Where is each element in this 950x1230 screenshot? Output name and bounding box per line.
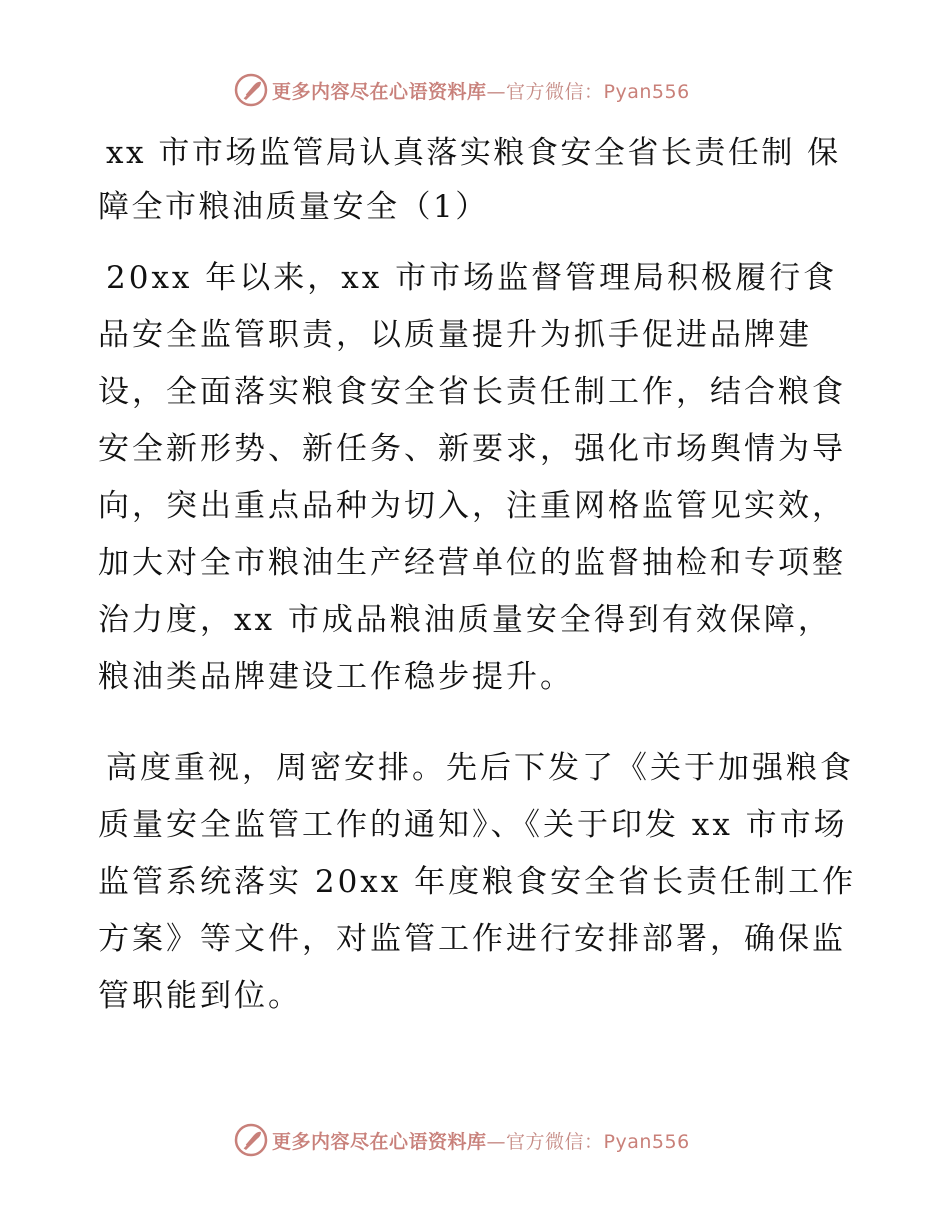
paragraph-text: 高度重视，周密安排。先后下发了《关于加强粮食质量安全监管工作的通知》、《关于印发 xx 市市场监管系统落实 20xx 年度粮食安全省长责任制工作方案》等文件，对监管工作进行安排部署，确保监管职能到位。 (98, 750, 857, 1014)
document-title (98, 126, 858, 234)
watermark-handle: Pyan556 (603, 1130, 690, 1153)
watermark-contact-label: 官方微信： (506, 80, 604, 103)
watermark-brand: 更多内容尽在心语资料库 (272, 80, 487, 103)
watermark-dash: — (486, 1130, 507, 1153)
watermark-contact-label: 官方微信： (506, 1130, 604, 1153)
paragraph-text: 20xx 年以来，xx 市市场监督管理局积极履行食品安全监管职责，以质量提升为抓手促进品牌建设，全面落实粮食安全省长责任制工作，结合粮食安全新形势、新任务、新要求，强化市场舆情为导向，突出重点品种为切入，注重网格监管见实效，加大对全市粮油生产经营单位的监督抽检和专项整治力度，xx 市成品粮油质量安全得到有效保障，粮油类品牌建设工作稳步提升。 (98, 260, 846, 695)
footer-watermark-banner (234, 1123, 690, 1157)
watermark-text (272, 77, 690, 104)
document-title-text: xx 市市场监管局认真落实粮食安全省长责任制 保障全市粮油质量安全（1） (98, 135, 841, 225)
watermark-handle: Pyan556 (603, 80, 690, 103)
paragraph (98, 740, 858, 1025)
quill-pen-logo-icon (234, 1123, 268, 1157)
watermark-dash: — (486, 80, 507, 103)
quill-pen-logo-icon (234, 73, 268, 107)
watermark-brand: 更多内容尽在心语资料库 (272, 1130, 487, 1153)
watermark-text (272, 1127, 690, 1154)
header-watermark-banner (234, 73, 690, 107)
paragraph (98, 250, 858, 706)
